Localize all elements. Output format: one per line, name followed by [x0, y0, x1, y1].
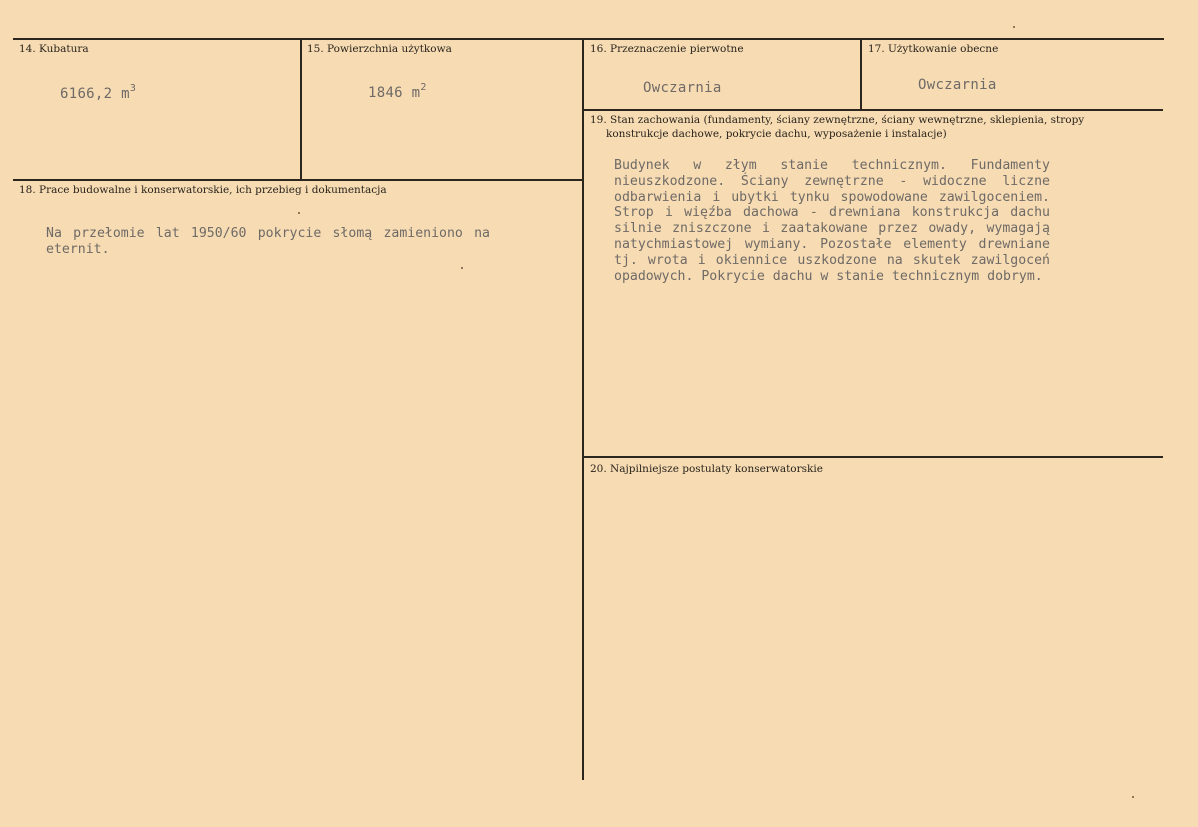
paper-speck — [461, 267, 463, 269]
uzytkowanie-label: 17. Użytkowanie obecne — [868, 43, 999, 55]
prace-label: 18. Prace budowalne i konserwatorskie, ich przebieg i dokumentacja — [19, 184, 387, 196]
divider-16-17 — [860, 39, 862, 110]
stan-label-line2: konstrukcje dachowe, pokrycie dachu, wyposażenie i instalacje) — [606, 128, 947, 140]
powierzchnia-number: 1846 m — [368, 85, 421, 101]
rule-under-14-15 — [13, 179, 582, 181]
paper-speck — [298, 212, 300, 214]
divider-14-15 — [300, 39, 302, 179]
paper-speck — [1132, 796, 1134, 798]
rule-above-20 — [583, 456, 1163, 458]
uzytkowanie-value: Owczarnia — [918, 77, 997, 93]
rule-under-16-17 — [583, 109, 1163, 111]
kubatura-number: 6166,2 m — [60, 86, 130, 102]
kubatura-label: 14. Kubatura — [19, 43, 89, 55]
paper-speck — [1013, 26, 1015, 28]
stan-text: Budynek w złym stanie technicznym. Fundamenty nieuszkodzone. Ściany zewnętrzne - widoczne liczne odbarwienia i ubytki tynku spowodowane zawilgoceniem. Strop i więźba dachowa - drewniana konstrukcja dachu silnie zniszczone i zaatakowane przez owady, wymagają natychmiastowej wymiany. Pozostałe elementy drewniane tj. wrota i okiennice uszkodzone na skutek zawilgoceń opadowych. Pokrycie dachu w stanie technicznym dobrym. — [614, 158, 1050, 284]
powierzchnia-exponent: 2 — [420, 82, 427, 93]
center-divider — [582, 39, 584, 780]
powierzchnia-value — [368, 82, 427, 101]
przeznaczenie-label: 16. Przeznaczenie pierwotne — [590, 43, 744, 55]
kubatura-value — [60, 83, 136, 102]
kubatura-exponent: 3 — [129, 83, 137, 94]
powierzchnia-label: 15. Powierzchnia użytkowa — [307, 43, 452, 55]
stan-label-line1: 19. Stan zachowania (fundamenty, ściany zewnętrzne, ściany wewnętrzne, sklepienia, stropy — [590, 114, 1085, 126]
postulaty-label: 20. Najpilniejsze postulaty konserwatorskie — [590, 463, 823, 475]
przeznaczenie-value: Owczarnia — [643, 80, 722, 96]
prace-text: Na przełomie lat 1950/60 pokrycie słomą zamieniono na eternit. — [46, 226, 490, 257]
top-rule — [13, 38, 1164, 40]
